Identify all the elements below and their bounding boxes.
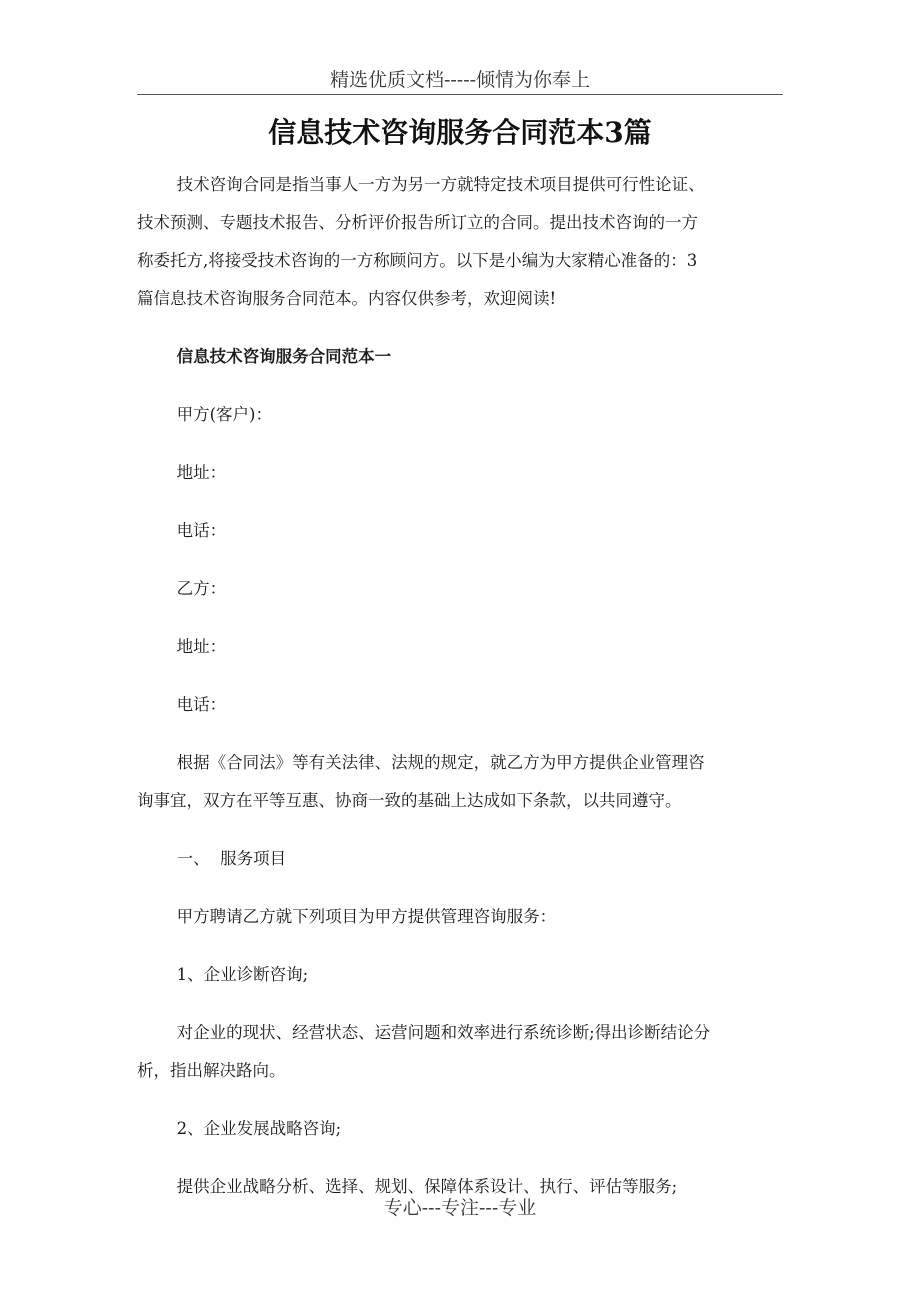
document-body (137, 166, 783, 1206)
party-a-address: 地址： (176, 463, 227, 482)
clause-1-intro: 甲方聘请乙方就下列项目为甲方提供管理咨询服务： (176, 907, 557, 926)
clause-1-item-1-desc (137, 1014, 783, 1090)
basis-line: 根据《合同法》等有关法律、法规的规定，就乙方为甲方提供企业管理咨 (176, 753, 705, 772)
clause-1-title: 一、 服务项目 (176, 849, 287, 868)
clause-1-item-2-title: 2、企业发展战略咨询; (176, 1119, 342, 1138)
section-heading: 信息技术咨询服务合同范本一 (176, 347, 392, 366)
basis-paragraph (137, 744, 783, 820)
page-footer: 专心---专注---专业 (383, 1197, 537, 1219)
intro-line: 篇信息技术咨询服务合同范本。内容仅供参考，欢迎阅读! (137, 289, 557, 308)
party-a-label: 甲方(客户)： (176, 405, 272, 424)
document-title: 信息技术咨询服务合同范本3篇 (268, 116, 652, 149)
party-a-phone: 电话： (176, 521, 227, 540)
intro-line: 技术咨询合同是指当事人一方为另一方就特定技术项目提供可行性论证、 (176, 175, 705, 194)
intro-paragraph (137, 166, 783, 318)
item-1-desc-line: 析，指出解决路向。 (137, 1061, 286, 1080)
page-header: 精选优质文档-----倾情为你奉上 (137, 66, 783, 95)
party-b-label: 乙方： (176, 579, 227, 598)
item-1-desc-line: 对企业的现状、经营状态、运营问题和效率进行系统诊断;得出诊断结论分 (176, 1023, 711, 1042)
clause-1-item-2-desc: 提供企业战略分析、选择、规划、保障体系设计、执行、评估等服务; (176, 1177, 678, 1196)
intro-line: 称委托方,将接受技术咨询的一方称顾问方。以下是小编为大家精心准备的：3 (137, 251, 698, 270)
party-b-address: 地址： (176, 637, 227, 656)
basis-line: 询事宜，双方在平等互惠、协商一致的基础上达成如下条款，以共同遵守。 (137, 791, 682, 810)
intro-line: 技术预测、专题技术报告、分析评价报告所订立的合同。提出技术咨询的一方 (137, 213, 698, 232)
clause-1-item-1-title: 1、企业诊断咨询; (176, 965, 309, 984)
party-b-phone: 电话： (176, 695, 227, 714)
